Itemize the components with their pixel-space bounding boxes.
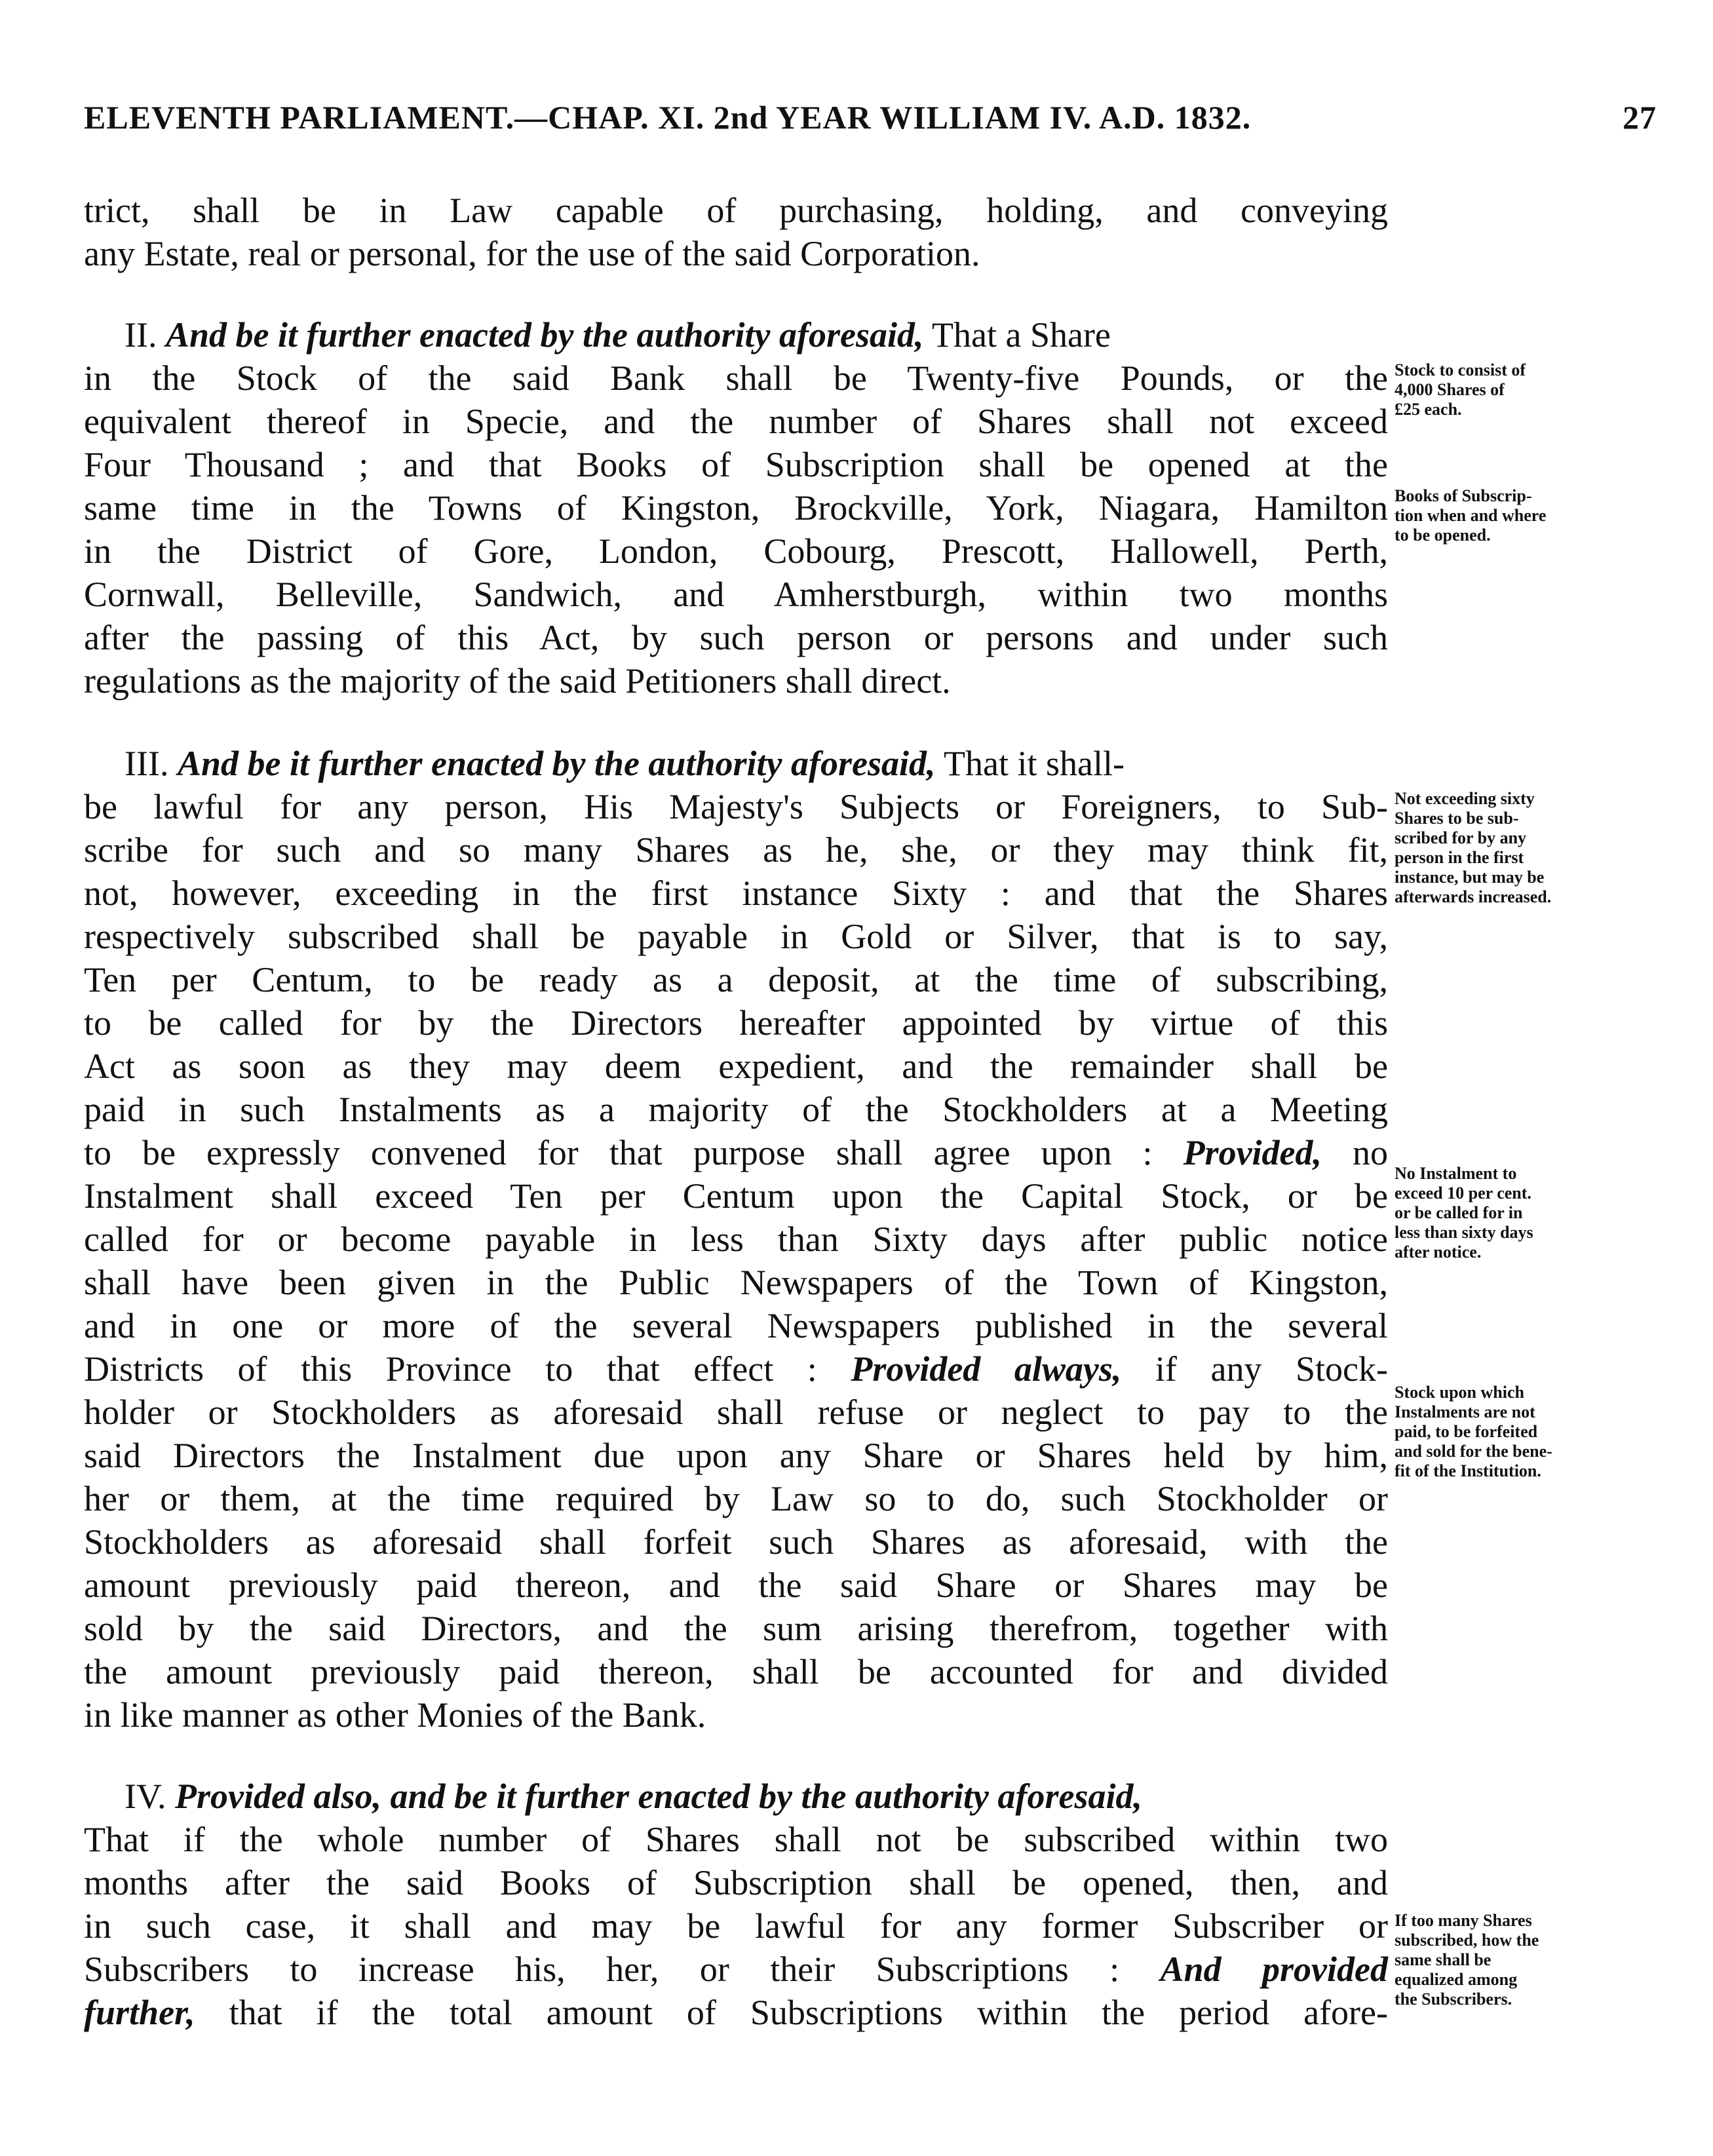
text-line: and in one or more of the several Newspapers published in the several [84,1306,1388,1345]
margin-note-books: Books of Subscrip- tion when and where to be opened. [1395,486,1547,545]
text-line: Ten per Centum, to be ready as a deposit, at the time of subscribing, [84,960,1388,999]
text-line: the amount previously paid thereon, shall be accounted for and divided [84,1652,1388,1691]
text-line: Instalment shall exceed Ten per Centum upon the Capital Stock, or be [84,1176,1388,1216]
text-line: respectively subscribed shall be payable in Gold or Silver, that is to say, [84,917,1388,956]
text-line: called for or become payable in less than Sixty days after public notice [84,1220,1388,1259]
section-heading-line: II. And be it further enacted by the authority aforesaid, That a Share [125,315,1111,355]
text-line: Four Thousand ; and that Books of Subscription shall be opened at the [84,445,1388,484]
text-line: That if the whole number of Shares shall not be subscribed within two [84,1820,1388,1859]
text-line: amount previously paid thereon, and the said Share or Shares may be [84,1566,1388,1605]
margin-note-instalment: No Instalment to exceed 10 per cent. or be called for in less than sixty days after notice. [1395,1164,1533,1261]
text-line: holder or Stockholders as aforesaid shall refuse or neglect to pay to the [84,1393,1388,1432]
text-line: same time in the Towns of Kingston, Brockville, York, Niagara, Hamilton [84,488,1388,528]
section-heading-line: IV. Provided also, and be it further enacted by the authority aforesaid, [125,1777,1142,1816]
text-line: her or them, at the time required by Law so to do, such Stockholder or [84,1479,1388,1518]
running-header [84,98,1657,144]
text-line: not, however, exceeding in the first instance Sixty : and that the Shares [84,874,1388,913]
margin-note-equalize: If too many Shares subscribed, how the same shall be equalized among the Subscribers. [1395,1911,1539,2009]
text-line: regulations as the majority of the said Petitioners shall direct. [84,661,951,701]
text-line: equivalent thereof in Specie, and the number of Shares shall not exceed [84,402,1388,441]
text-line: Districts of this Province to that effect : Provided always, if any Stock- [84,1349,1388,1389]
text-line: in such case, it shall and may be lawful for any former Subscriber or [84,1906,1388,1946]
margin-note-forfeiture: Stock upon which Instalments are not paid, to be forfeited and sold for the bene- fit of the Institution. [1395,1383,1552,1480]
margin-note-stock: Stock to consist of 4,000 Shares of £25 each. [1395,360,1526,419]
text-line: months after the said Books of Subscription shall be opened, then, and [84,1863,1388,1902]
text-line: trict, shall be in Law capable of purchasing, holding, and conveying [84,191,1388,230]
text-line: be lawful for any person, His Majesty's Subjects or Foreigners, to Sub- [84,787,1388,826]
text-line: to be called for by the Directors hereafter appointed by virtue of this [84,1003,1388,1043]
text-line: after the passing of this Act, by such person or persons and under such [84,618,1388,657]
text-line: in the District of Gore, London, Cobourg, Prescott, Hallowell, Perth, [84,531,1388,571]
text-line: Stockholders as aforesaid shall forfeit such Shares as aforesaid, with the [84,1522,1388,1562]
text-line: said Directors the Instalment due upon any Share or Shares held by him, [84,1436,1388,1475]
text-line: Subscribers to increase his, her, or their Subscriptions : And provided [84,1950,1388,1989]
text-line: in like manner as other Monies of the Bank. [84,1695,706,1735]
text-line: Cornwall, Belleville, Sandwich, and Amherstburgh, within two months [84,575,1388,614]
text-line: scribe for such and so many Shares as he, she, or they may think fit, [84,830,1388,870]
text-line: sold by the said Directors, and the sum arising therefrom, together with [84,1609,1388,1648]
section-heading-line: III. And be it further enacted by the authority aforesaid, That it shall- [125,744,1125,783]
text-line: any Estate, real or personal, for the use of the said Corporation. [84,234,980,273]
margin-note-sixty-shares: Not exceeding sixty Shares to be sub- scribed for by any person in the first instance, but may be afterwards increased. [1395,789,1552,906]
text-line: further, that if the total amount of Subscriptions within the period afore- [84,1993,1388,2032]
text-line: paid in such Instalments as a majority of the Stockholders at a Meeting [84,1090,1388,1129]
text-line: shall have been given in the Public Newspapers of the Town of Kingston, [84,1263,1388,1302]
text-line: to be expressly convened for that purpose shall agree upon : Provided, no [84,1133,1389,1172]
running-title: ELEVENTH PARLIAMENT.—CHAP. XI. 2nd YEAR WILLIAM IV. A.D. 1832. [84,99,1252,136]
text-line: Act as soon as they may deem expedient, and the remainder shall be [84,1047,1388,1086]
text-line: in the Stock of the said Bank shall be Twenty-five Pounds, or the [84,358,1388,398]
page-number: 27 [1623,99,1657,136]
